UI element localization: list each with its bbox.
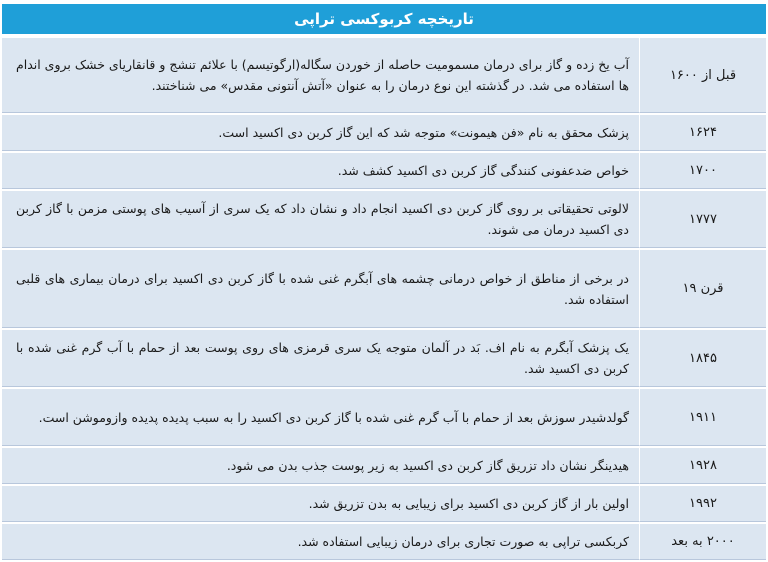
table-row xyxy=(2,191,766,248)
table-title: تاریخچه کربوکسی تراپی xyxy=(2,4,766,34)
year-cell: ۱۹۹۲ xyxy=(639,486,766,522)
year-cell: ۱۷۷۷ xyxy=(639,191,766,248)
table-row xyxy=(2,115,766,151)
table-row xyxy=(2,524,766,560)
table-row xyxy=(2,330,766,387)
description-cell: اولین بار از گاز کربن دی اکسید برای زیبایی به بدن تزریق شد. xyxy=(2,486,639,522)
table-row xyxy=(2,448,766,484)
year-cell: ۲۰۰۰ به بعد xyxy=(639,524,766,560)
table-row xyxy=(2,250,766,328)
description-cell: هیدینگر نشان داد تزریق گاز کربن دی اکسید به زیر پوست جذب بدن می شود. xyxy=(2,448,639,484)
history-table xyxy=(2,36,766,562)
table-row xyxy=(2,389,766,446)
year-cell: ۱۷۰۰ xyxy=(639,153,766,189)
table-row xyxy=(2,38,766,113)
table-row xyxy=(2,486,766,522)
description-cell: یک پزشک آبگرم به نام اف. بَد در آلمان متوجه یک سری قرمزی های روی پوست بعد از حمام با آب گرم غنی شده با کربن دی اکسید شد. xyxy=(2,330,639,387)
description-cell: گولدشیدر سوزش بعد از حمام با آب گرم غنی شده با گاز کربن دی اکسید را به سبب پدیده پدیده وازوموشن است. xyxy=(2,389,639,446)
description-cell: آب یخ زده و گاز برای درمان مسمومیت حاصله از خوردن سگاله(ارگوتیسم) با علائم تنشج و قانقاریای خشک بروی اندام ها استفاده می شد. در گذشته این نوع درمان را به عنوان «آتش آنتونی مقدس» می شناختند. xyxy=(2,38,639,113)
year-cell: ۱۹۱۱ xyxy=(639,389,766,446)
description-cell: خواص ضدعفونی کنندگی گاز کربن دی اکسید کشف شد. xyxy=(2,153,639,189)
description-cell: در برخی از مناطق از خواص درمانی چشمه های آبگرم غنی شده با گاز کربن دی اکسید برای درمان بیماری های قلبی استفاده شد. xyxy=(2,250,639,328)
description-cell: پزشک محقق به نام «فن هیمونت» متوجه شد که این گاز کربن دی اکسید است. xyxy=(2,115,639,151)
year-cell: ۱۹۲۸ xyxy=(639,448,766,484)
description-cell: کربکسی تراپی به صورت تجاری برای درمان زیبایی استفاده شد. xyxy=(2,524,639,560)
year-cell: قبل از ۱۶۰۰ xyxy=(639,38,766,113)
year-cell: ۱۸۴۵ xyxy=(639,330,766,387)
table-row xyxy=(2,153,766,189)
year-cell: قرن ۱۹ xyxy=(639,250,766,328)
description-cell: لالوتی تحقیقاتی بر روی گاز کربن دی اکسید انجام داد و نشان داد که یک سری از آسیب های پوستی مزمن با گاز کربن دی اکسید درمان می شوند. xyxy=(2,191,639,248)
year-cell: ۱۶۲۴ xyxy=(639,115,766,151)
